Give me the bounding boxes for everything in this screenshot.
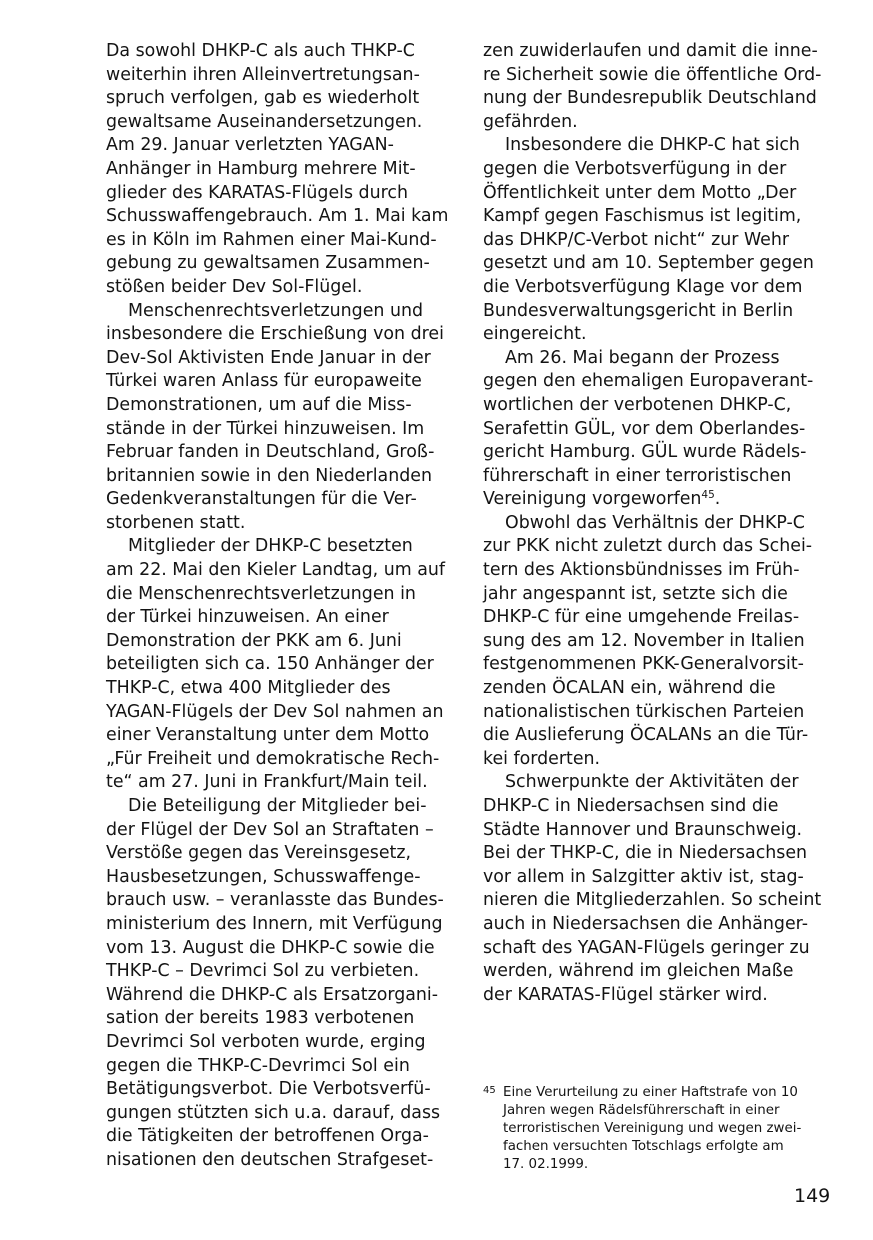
line-text: wortlichen der verbotenen DHKP-C, — [483, 394, 792, 415]
line-text: nationalistischen türkischen Parteien — [483, 701, 805, 722]
text-line — [483, 535, 833, 559]
left-column — [106, 40, 458, 1173]
text-line — [106, 40, 458, 64]
text-line — [483, 488, 833, 512]
text-line — [483, 111, 833, 135]
text-line — [483, 394, 833, 418]
line-text: Städte Hannover und Braunschweig. — [483, 819, 803, 840]
text-line — [106, 984, 458, 1008]
text-line — [483, 748, 833, 772]
line-text: te“ am 27. Juni in Frankfurt/Main teil. — [106, 772, 428, 793]
footnote — [483, 1084, 833, 1174]
line-text: Am 29. Januar verletzten YAGAN- — [106, 135, 394, 156]
line-text: Serafettin GÜL, vor dem Oberlandes- — [483, 418, 806, 439]
text-line — [106, 323, 458, 347]
text-line — [483, 889, 833, 913]
text-line — [106, 158, 458, 182]
line-text: vom 13. August die DHKP-C sowie die — [106, 937, 435, 958]
line-text: gungen stützten sich u.a. darauf, dass — [106, 1102, 441, 1123]
line-text: eingereicht. — [483, 324, 587, 345]
text-line — [106, 913, 458, 937]
line-text: der KARATAS-Flügel stärker wird. — [483, 984, 768, 1005]
text-line — [106, 1125, 458, 1149]
footnote-line: Jahren wegen Rädelsführerschaft in einer — [503, 1103, 780, 1119]
text-line — [106, 64, 458, 88]
text-line — [483, 653, 833, 677]
text-line — [106, 937, 458, 961]
line-text: stände in der Türkei hinzuweisen. Im — [106, 418, 425, 439]
text-line — [106, 1055, 458, 1079]
text-line — [483, 182, 833, 206]
line-text: spruch verfolgen, gab es wiederholt — [106, 88, 420, 109]
line-text: ministerium des Innern, mit Verfügung — [106, 913, 443, 934]
line-text: Schwerpunkte der Aktivitäten der — [505, 772, 799, 793]
line-text: zen zuwiderlaufen und damit die inne- — [483, 41, 818, 61]
line-text: Menschenrechtsverletzungen und — [128, 300, 424, 321]
text-line — [483, 64, 833, 88]
line-text: „Für Freiheit und demokratische Rech- — [106, 748, 440, 769]
text-line — [483, 819, 833, 843]
text-line — [483, 87, 833, 111]
line-text: Öffentlichkeit unter dem Motto „Der — [483, 182, 797, 203]
text-line — [106, 535, 458, 559]
text-line — [106, 724, 458, 748]
line-text: nieren die Mitgliederzahlen. So scheint — [483, 890, 822, 911]
line-text: tern des Aktionsbündnisses im Früh- — [483, 560, 800, 581]
line-text: Schusswaffengebrauch. Am 1. Mai kam — [106, 206, 449, 227]
text-line — [483, 842, 833, 866]
line-text: vor allem in Salzgitter aktiv ist, stag- — [483, 866, 804, 887]
text-line — [106, 606, 458, 630]
line-text: der Flügel der Dev Sol an Straftaten – — [106, 819, 434, 840]
line-text: kei forderten. — [483, 748, 601, 769]
text-line — [106, 1007, 458, 1031]
right-column — [483, 40, 833, 1007]
text-line — [483, 300, 833, 324]
text-line — [106, 370, 458, 394]
line-text: es in Köln im Rahmen einer Mai-Kund- — [106, 229, 437, 250]
text-line — [483, 913, 833, 937]
line-text: weiterhin ihren Alleinvertretungsan- — [106, 64, 420, 85]
text-line — [483, 937, 833, 961]
line-text: werden, während im gleichen Maße — [483, 961, 794, 982]
text-line — [106, 1102, 458, 1126]
text-line — [106, 795, 458, 819]
line-text: gegen die Verbotsverfügung in der — [483, 158, 787, 179]
footnote-line: Eine Verurteilung zu einer Haftstrafe von 10 — [503, 1085, 798, 1100]
line-text: insbesondere die Erschießung von drei — [106, 324, 444, 345]
line-text: Vereinigung vorgeworfen — [483, 489, 702, 510]
text-line — [483, 866, 833, 890]
text-line — [106, 677, 458, 701]
text-line — [106, 347, 458, 371]
line-text: Türkei waren Anlass für europaweite — [106, 371, 422, 392]
text-line — [106, 182, 458, 206]
text-line — [106, 252, 458, 276]
footnote-line: 17. 02.1999. — [503, 1157, 589, 1173]
line-text: gesetzt und am 10. September gegen — [483, 253, 814, 274]
line-text: glieder des KARATAS-Flügels durch — [106, 182, 408, 203]
text-line — [106, 1031, 458, 1055]
text-line — [106, 300, 458, 324]
text-line — [106, 1149, 458, 1173]
text-line — [106, 394, 458, 418]
text-line — [483, 724, 833, 748]
text-line — [106, 229, 458, 253]
line-text: der Türkei hinzuweisen. An einer — [106, 607, 389, 628]
line-text: gewaltsame Auseinandersetzungen. — [106, 111, 423, 132]
text-line — [483, 418, 833, 442]
line-text: zur PKK nicht zuletzt durch das Schei- — [483, 536, 813, 557]
line-text: Insbesondere die DHKP-C hat sich — [505, 135, 800, 156]
line-text: die Auslieferung ÖCALANs an die Tür- — [483, 725, 809, 746]
text-line — [106, 630, 458, 654]
text-line — [106, 701, 458, 725]
text-line — [483, 606, 833, 630]
text-line — [483, 701, 833, 725]
line-text: jahr angespannt ist, setzte sich die — [483, 583, 788, 604]
line-text: DHKP-C in Niedersachsen sind die — [483, 796, 779, 816]
text-line — [106, 418, 458, 442]
line-text: gegen den ehemaligen Europaverant- — [483, 371, 814, 392]
text-line — [483, 323, 833, 347]
text-line — [106, 748, 458, 772]
text-line — [106, 819, 458, 843]
text-line — [483, 441, 833, 465]
line-text: DHKP-C für eine umgehende Freilas- — [483, 607, 800, 628]
line-text: Die Beteiligung der Mitglieder bei- — [128, 796, 427, 816]
text-line — [483, 583, 833, 607]
page-number: 149 — [794, 1185, 831, 1207]
text-line — [106, 111, 458, 135]
line-text: Demonstration der PKK am 6. Juni — [106, 630, 402, 651]
line-text: britannien sowie in den Niederlanden — [106, 465, 432, 486]
text-line — [106, 583, 458, 607]
line-text: Demonstrationen, um auf die Miss- — [106, 394, 412, 415]
line-text: Mitglieder der DHKP-C besetzten — [128, 536, 413, 557]
line-text: festgenommenen PKK-Generalvorsit- — [483, 654, 804, 675]
text-line — [483, 465, 833, 489]
line-text: nung der Bundesrepublik Deutschland — [483, 88, 817, 109]
footnote-text — [503, 1084, 833, 1174]
line-text: beteiligten sich ca. 150 Anhänger der — [106, 654, 434, 675]
line-text: Kampf gegen Faschismus ist legitim, — [483, 206, 802, 227]
line-text: Während die DHKP-C als Ersatzorgani- — [106, 984, 439, 1005]
line-text: THKP-C – Devrimci Sol zu verbieten. — [106, 961, 420, 982]
line-text: Am 26. Mai begann der Prozess — [505, 347, 780, 368]
line-text: Da sowohl DHKP-C als auch THKP-C — [106, 41, 415, 61]
line-text: Verstöße gegen das Vereinsgesetz, — [106, 843, 412, 864]
text-line — [483, 960, 833, 984]
line-text: Hausbesetzungen, Schusswaffenge- — [106, 866, 421, 887]
line-text: Februar fanden in Deutschland, Groß- — [106, 442, 435, 463]
text-line — [483, 771, 833, 795]
footnote-line: fachen versuchten Totschlags erfolgte am — [503, 1139, 784, 1155]
line-text: re Sicherheit sowie die öffentliche Ord- — [483, 64, 822, 85]
line-text: Devrimci Sol verboten wurde, erging — [106, 1031, 426, 1052]
text-line — [483, 984, 833, 1008]
line-text: gebung zu gewaltsamen Zusammen- — [106, 253, 430, 274]
text-line — [483, 252, 833, 276]
line-text: auch in Niedersachsen die Anhänger- — [483, 913, 808, 934]
line-text: gericht Hamburg. GÜL wurde Rädels- — [483, 442, 807, 463]
text-line — [106, 488, 458, 512]
text-line — [483, 559, 833, 583]
line-text: YAGAN-Flügels der Dev Sol nahmen an — [106, 701, 444, 722]
line-text: gegen die THKP-C-Devrimci Sol ein — [106, 1055, 410, 1076]
text-line — [483, 205, 833, 229]
line-text: brauch usw. – veranlasste das Bundes- — [106, 890, 444, 911]
text-line — [483, 134, 833, 158]
text-line — [106, 87, 458, 111]
text-line — [106, 889, 458, 913]
text-line — [483, 370, 833, 394]
text-line — [483, 630, 833, 654]
text-line — [106, 653, 458, 677]
line-text: die Tätigkeiten der betroffenen Orga- — [106, 1126, 429, 1147]
text-line — [106, 866, 458, 890]
text-line — [106, 276, 458, 300]
text-line — [106, 465, 458, 489]
line-text: das DHKP/C-Verbot nicht“ zur Wehr — [483, 229, 789, 250]
text-line — [483, 40, 833, 64]
line-text: Gedenkveranstaltungen für die Ver- — [106, 489, 417, 510]
line-text: Betätigungsverbot. Die Verbotsverfü- — [106, 1079, 431, 1100]
line-text: Anhänger in Hamburg mehrere Mit- — [106, 158, 416, 179]
text-line — [106, 842, 458, 866]
line-text: zenden ÖCALAN ein, während die — [483, 678, 776, 699]
text-line — [483, 677, 833, 701]
line-text: Dev-Sol Aktivisten Ende Januar in der — [106, 347, 431, 368]
text-line — [106, 1078, 458, 1102]
text-line — [106, 960, 458, 984]
text-line — [483, 276, 833, 300]
line-text: storbenen statt. — [106, 512, 246, 533]
line-text: Bundesverwaltungsgericht in Berlin — [483, 300, 794, 321]
text-line — [483, 158, 833, 182]
footnote-line: terroristischen Vereinigung und wegen zwei- — [503, 1121, 802, 1137]
footnote-number: 45 — [483, 1085, 496, 1096]
line-text: schaft des YAGAN-Flügels geringer zu — [483, 937, 810, 958]
text-line — [106, 205, 458, 229]
text-line — [106, 512, 458, 536]
text-line — [483, 229, 833, 253]
line-text: am 22. Mai den Kieler Landtag, um auf — [106, 560, 446, 581]
line-text: Obwohl das Verhältnis der DHKP-C — [505, 512, 805, 533]
line-text: die Verbotsverfügung Klage vor dem — [483, 276, 803, 297]
text-line — [106, 134, 458, 158]
line-text: stößen beider Dev Sol-Flügel. — [106, 276, 363, 297]
line-text: sung des am 12. November in Italien — [483, 630, 805, 651]
text-line — [106, 559, 458, 583]
line-text: sation der bereits 1983 verbotenen — [106, 1008, 415, 1029]
footnote-reference[interactable]: 45 — [701, 489, 715, 502]
text-line — [106, 441, 458, 465]
text-line — [106, 771, 458, 795]
text-line — [483, 795, 833, 819]
line-text: gefährden. — [483, 111, 578, 132]
text-line — [483, 512, 833, 536]
line-text: die Menschenrechtsverletzungen in — [106, 583, 416, 604]
line-suffix: . — [714, 489, 721, 510]
line-text: nisationen den deutschen Strafgeset- — [106, 1149, 434, 1170]
line-text: THKP-C, etwa 400 Mitglieder des — [106, 678, 391, 699]
line-text: Bei der THKP-C, die in Niedersachsen — [483, 843, 808, 864]
text-line — [483, 347, 833, 371]
line-text: einer Veranstaltung unter dem Motto — [106, 725, 430, 746]
line-text: führerschaft in einer terroristischen — [483, 465, 792, 486]
